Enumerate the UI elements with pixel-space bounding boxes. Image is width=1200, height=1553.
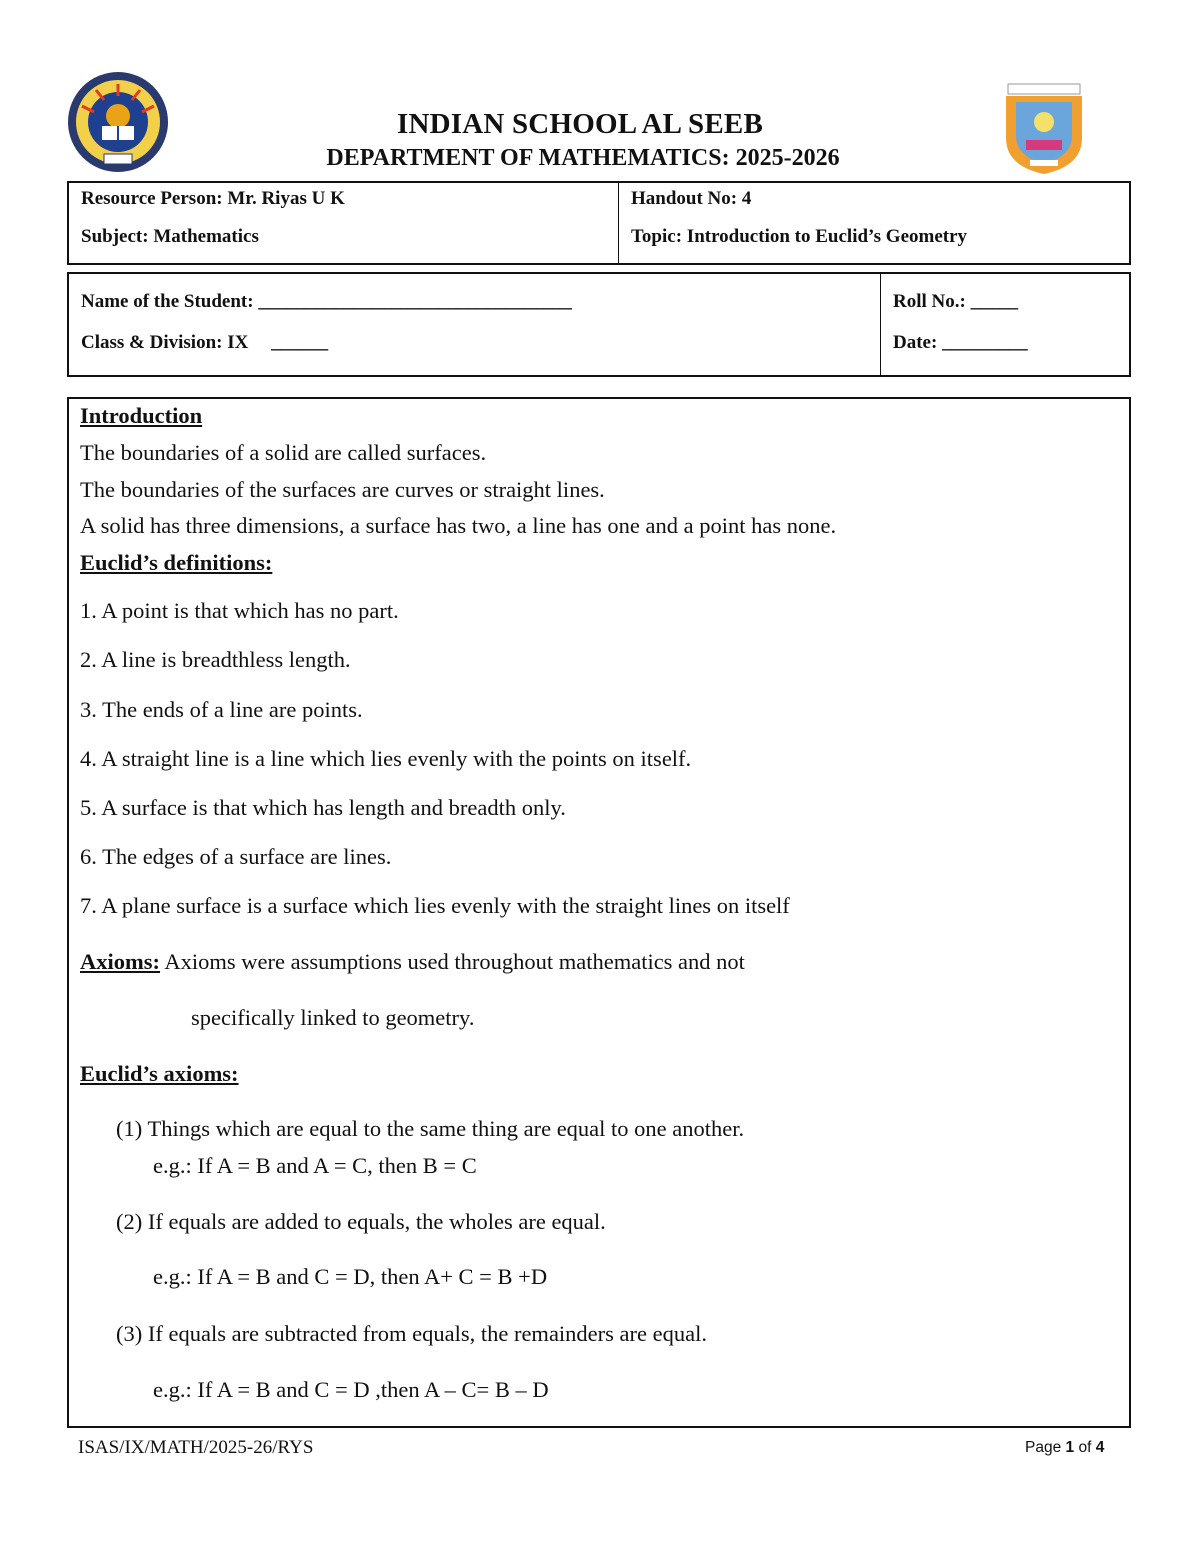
class-division-blank[interactable]: ______ [271,332,329,353]
axiom-example: e.g.: If A = B and A = C, then B = C [153,1153,477,1178]
definition-item: 4. A straight line is a line which lies evenly with the points on itself. [80,746,692,771]
date-blank[interactable]: _________ [942,332,1028,353]
topic-label: Topic: [631,226,683,247]
definition-item: 6. The edges of a surface are lines. [80,844,392,869]
handout-content-box [67,397,1131,1428]
introduction-heading: Introduction [80,403,203,428]
roll-number-field[interactable] [893,291,1018,313]
axiom-statement: (1) Things which are equal to the same thing are equal to one another. [116,1116,745,1141]
school-name: INDIAN SCHOOL AL SEEB [396,108,764,140]
axioms-text-continued: specifically linked to geometry. [191,1005,475,1030]
student-details-box [67,272,1131,377]
class-division-field[interactable] [81,332,328,354]
subject-value: Mathematics [153,226,259,247]
info-left-column [69,183,619,263]
axioms-paragraph [80,949,745,975]
definitions-heading: Euclid’s definitions: [80,550,273,575]
axiom-example: e.g.: If A = B and C = D, then A+ C = B +D [153,1264,548,1289]
roll-number-blank[interactable]: _____ [970,291,1019,312]
page-of: of [1074,1439,1096,1456]
date-label: Date: [893,332,938,353]
student-name-blank[interactable]: _________________________________ [258,291,572,312]
student-name-label: Name of the Student: [81,291,254,312]
intro-line: The boundaries of the surfaces are curves or straight lines. [80,477,605,502]
subject [81,226,259,248]
resource-person [81,188,345,210]
page-current: 1 [1065,1439,1075,1456]
page-number [1025,1439,1104,1457]
axiom-statement: (2) If equals are added to equals, the wholes are equal. [116,1209,606,1234]
date-field[interactable] [893,332,1028,354]
page-prefix: Page [1025,1439,1066,1456]
student-right-column [881,274,1129,375]
roll-number-label: Roll No.: [893,291,966,312]
handout-number [631,188,751,210]
axiom-example: e.g.: If A = B and C = D ,then A – C= B – D [153,1377,549,1402]
department-title: DEPARTMENT OF MATHEMATICS: 2025-2026 [326,145,840,171]
handout-info-box [67,181,1131,265]
definition-item: 5. A surface is that which has length and breadth only. [80,795,566,820]
definition-item: 1. A point is that which has no part. [80,598,399,623]
intro-line: A solid has three dimensions, a surface has two, a line has one and a point has none. [80,513,837,538]
topic [631,226,967,248]
axioms-heading: Axioms: [80,949,160,974]
handout-label: Handout No: [631,188,738,209]
subject-label: Subject: [81,226,149,247]
student-name-field[interactable] [81,291,572,313]
class-division-label: Class & Division: IX [81,332,249,353]
definition-item: 2. A line is breadthless length. [80,647,351,672]
info-right-column [619,183,1129,263]
resource-person-label: Resource Person: [81,188,223,209]
resource-person-value: Mr. Riyas U K [227,188,345,209]
axioms-text: Axioms were assumptions used throughout mathematics and not [160,949,745,974]
handout-value: 4 [741,188,752,209]
axiom-statement: (3) If equals are subtracted from equals, the remainders are equal. [116,1321,707,1346]
euclid-axioms-heading: Euclid’s axioms: [80,1061,239,1086]
definition-item: 7. A plane surface is a surface which lies evenly with the straight lines on itself [80,893,790,918]
document-code: ISAS/IX/MATH/2025-26/RYS [78,1437,314,1458]
definition-item: 3. The ends of a line are points. [80,697,363,722]
topic-value: Introduction to Euclid’s Geometry [686,226,968,247]
intro-line: The boundaries of a solid are called surfaces. [80,440,487,465]
page-total: 4 [1095,1439,1105,1456]
student-left-column [69,274,881,375]
